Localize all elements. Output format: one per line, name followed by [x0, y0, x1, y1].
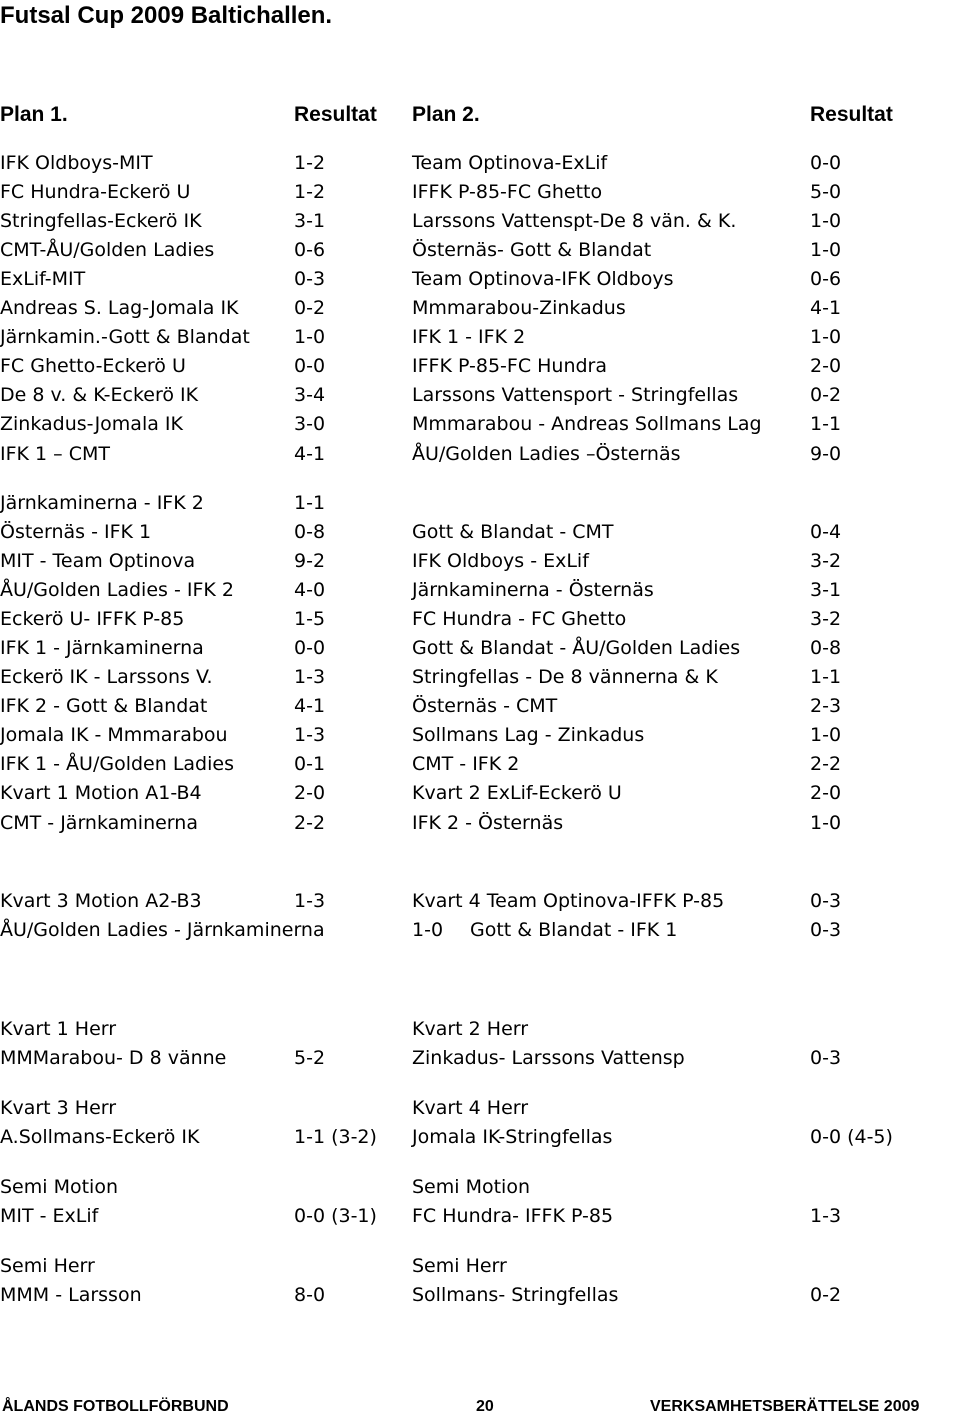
match-plan2: Team Optinova-IFK Oldboys	[412, 268, 674, 290]
final-match: Sollmans- Stringfellas	[412, 1284, 619, 1306]
score-plan2: 3-2	[810, 608, 842, 630]
match-plan1: CMT-ÅU/Golden Ladies	[0, 239, 215, 261]
result2-header: Resultat	[810, 103, 893, 126]
final-match: A.Sollmans-Eckerö IK	[0, 1126, 200, 1148]
match-plan2: IFK 2 - Östernäs	[412, 812, 564, 834]
score-plan2: 1-0	[810, 210, 842, 232]
match-plan2: Larssons Vattenspt-De 8 vän. & K.	[412, 210, 737, 232]
score-plan2: 1-0	[810, 239, 842, 261]
match-plan1: Järnkamin.-Gott & Blandat	[0, 326, 250, 348]
match-plan1: IFK 1 – CMT	[0, 443, 110, 465]
match-plan2: Gott & Blandat - CMT	[412, 521, 614, 543]
match-plan2: FC Hundra - FC Ghetto	[412, 608, 627, 630]
score-plan1: 1-2	[294, 181, 326, 203]
match-plan2: Sollmans Lag - Zinkadus	[412, 724, 645, 746]
plan1-header: Plan 1.	[0, 103, 68, 126]
score-plan1: 2-2	[294, 812, 326, 834]
final-score: 0-2	[810, 1284, 842, 1306]
final-match: Zinkadus- Larssons Vattensp	[412, 1047, 685, 1069]
score-plan2: 9-0	[810, 443, 842, 465]
score-plan2: 2-3	[810, 695, 842, 717]
score-plan2: 1-0	[810, 724, 842, 746]
final-score: 0-0 (3-1)	[294, 1205, 377, 1227]
score-plan1: 4-1	[294, 443, 326, 465]
match-plan1: MIT - Team Optinova	[0, 550, 196, 572]
match-plan1: ExLif-MIT	[0, 268, 86, 290]
score-plan2: 2-0	[810, 782, 842, 804]
match-plan2: Mmmarabou-Zinkadus	[412, 297, 626, 319]
final-score: 8-0	[294, 1284, 326, 1306]
score-plan2: 0-8	[810, 637, 842, 659]
match-plan2: Larssons Vattensport - Stringfellas	[412, 384, 739, 406]
result1-header: Resultat	[294, 103, 377, 126]
score-plan1: 0-3	[294, 268, 326, 290]
match-plan1: Jomala IK - Mmmarabou	[0, 724, 228, 746]
match-plan2: CMT - IFK 2	[412, 753, 520, 775]
quarterfinal-motion: Kvart 3 Motion A2-B3	[0, 890, 202, 912]
match-plan2: IFFK P-85-FC Hundra	[412, 355, 608, 377]
round-label: Kvart 2 Herr	[412, 1018, 529, 1040]
score-plan2: 1-0	[810, 812, 842, 834]
final-score: 0-3	[810, 1047, 842, 1069]
score-plan1: 1-3	[294, 666, 326, 688]
quarterfinal-motion: Kvart 4 Team Optinova-IFFK P-85	[412, 890, 725, 912]
score-plan2: 5-0	[810, 181, 842, 203]
match-plan2: Gott & Blandat - IFK 1	[470, 919, 678, 941]
score-plan1: 1-1	[294, 492, 326, 514]
match-plan2: Järnkaminerna - Östernäs	[412, 579, 654, 601]
score-plan1: 1-0	[294, 326, 326, 348]
footer-document: VERKSAMHETSBERÄTTELSE 2009	[650, 1398, 920, 1415]
match-plan2: IFFK P-85-FC Ghetto	[412, 181, 603, 203]
match-plan1: IFK 2 - Gott & Blandat	[0, 695, 208, 717]
match-plan1: Zinkadus-Jomala IK	[0, 413, 183, 435]
match-plan1: ÅU/Golden Ladies - Järnkaminerna	[0, 919, 325, 941]
score-plan2: 0-0	[810, 152, 842, 174]
final-match: MIT - ExLif	[0, 1205, 99, 1227]
score-plan1: 1-0	[412, 919, 444, 941]
match-plan1: De 8 v. & K-Eckerö IK	[0, 384, 199, 406]
score-plan1: 1-5	[294, 608, 326, 630]
match-plan1: Andreas S. Lag-Jomala IK	[0, 297, 239, 319]
plan2-header: Plan 2.	[412, 103, 480, 126]
match-plan1: Järnkaminerna - IFK 2	[0, 492, 204, 514]
score-plan1: 0-8	[294, 521, 326, 543]
score-plan2: 3-1	[810, 579, 842, 601]
score-plan1: 4-0	[294, 579, 326, 601]
footer-org: ÅLANDS FOTBOLLFÖRBUND	[2, 1398, 229, 1415]
match-plan2: IFK Oldboys - ExLif	[412, 550, 589, 572]
score-plan2: 1-1	[810, 413, 842, 435]
match-plan1: ÅU/Golden Ladies - IFK 2	[0, 579, 234, 601]
final-match: MMMarabou- D 8 vänne	[0, 1047, 227, 1069]
match-plan1: Eckerö IK - Larssons V.	[0, 666, 213, 688]
score-plan1: 2-0	[294, 782, 326, 804]
score-plan1: 0-6	[294, 239, 326, 261]
score-plan2: 3-2	[810, 550, 842, 572]
round-label: Semi Motion	[0, 1176, 118, 1198]
quarterfinal-score: 1-3	[294, 890, 326, 912]
match-plan1: Eckerö U- IFFK P-85	[0, 608, 185, 630]
match-plan1: FC Ghetto-Eckerö U	[0, 355, 186, 377]
round-label: Semi Motion	[412, 1176, 530, 1198]
score-plan1: 0-2	[294, 297, 326, 319]
score-plan2: 0-4	[810, 521, 842, 543]
match-plan2: ÅU/Golden Ladies –Östernäs	[412, 443, 681, 465]
match-plan2: Stringfellas - De 8 vännerna & K	[412, 666, 718, 688]
footer-page-number: 20	[476, 1398, 494, 1415]
score-plan1: 0-0	[294, 355, 326, 377]
final-score: 1-1 (3-2)	[294, 1126, 377, 1148]
match-plan1: CMT - Järnkaminerna	[0, 812, 198, 834]
final-match: FC Hundra- IFFK P-85	[412, 1205, 614, 1227]
score-plan1: 9-2	[294, 550, 326, 572]
match-plan2: IFK 1 - IFK 2	[412, 326, 526, 348]
match-plan1: Kvart 1 Motion A1-B4	[0, 782, 202, 804]
match-plan1: FC Hundra-Eckerö U	[0, 181, 191, 203]
round-label: Kvart 4 Herr	[412, 1097, 529, 1119]
page-title: Futsal Cup 2009 Baltichallen.	[0, 2, 333, 29]
match-plan1: Östernäs - IFK 1	[0, 521, 152, 543]
match-plan2: Team Optinova-ExLif	[412, 152, 608, 174]
match-plan2: Östernäs- Gott & Blandat	[412, 239, 652, 261]
match-plan2: Kvart 2 ExLif-Eckerö U	[412, 782, 622, 804]
score-plan2: 0-6	[810, 268, 842, 290]
final-score: 0-0 (4-5)	[810, 1126, 893, 1148]
score-plan1: 3-4	[294, 384, 326, 406]
score-plan2: 0-2	[810, 384, 842, 406]
match-plan2: Mmmarabou - Andreas Sollmans Lag	[412, 413, 762, 435]
score-plan2: 0-3	[810, 919, 842, 941]
score-plan1: 3-0	[294, 413, 326, 435]
round-label: Kvart 3 Herr	[0, 1097, 117, 1119]
final-match: MMM - Larsson	[0, 1284, 142, 1306]
score-plan2: 1-1	[810, 666, 842, 688]
match-plan2: Östernäs - CMT	[412, 695, 558, 717]
score-plan1: 4-1	[294, 695, 326, 717]
round-label: Semi Herr	[0, 1255, 95, 1277]
match-plan1: Stringfellas-Eckerö IK	[0, 210, 202, 232]
quarterfinal-score: 0-3	[810, 890, 842, 912]
match-plan1: IFK 1 - Järnkaminerna	[0, 637, 204, 659]
score-plan1: 0-1	[294, 753, 326, 775]
match-plan2: Gott & Blandat - ÅU/Golden Ladies	[412, 637, 741, 659]
score-plan2: 1-0	[810, 326, 842, 348]
final-score: 1-3	[810, 1205, 842, 1227]
score-plan1: 1-2	[294, 152, 326, 174]
score-plan1: 3-1	[294, 210, 326, 232]
score-plan2: 2-2	[810, 753, 842, 775]
score-plan2: 2-0	[810, 355, 842, 377]
final-score: 5-2	[294, 1047, 326, 1069]
final-match: Jomala IK-Stringfellas	[412, 1126, 613, 1148]
score-plan1: 0-0	[294, 637, 326, 659]
match-plan1: IFK 1 - ÅU/Golden Ladies	[0, 753, 234, 775]
round-label: Kvart 1 Herr	[0, 1018, 117, 1040]
round-label: Semi Herr	[412, 1255, 507, 1277]
score-plan2: 4-1	[810, 297, 842, 319]
score-plan1: 1-3	[294, 724, 326, 746]
match-plan1: IFK Oldboys-MIT	[0, 152, 153, 174]
